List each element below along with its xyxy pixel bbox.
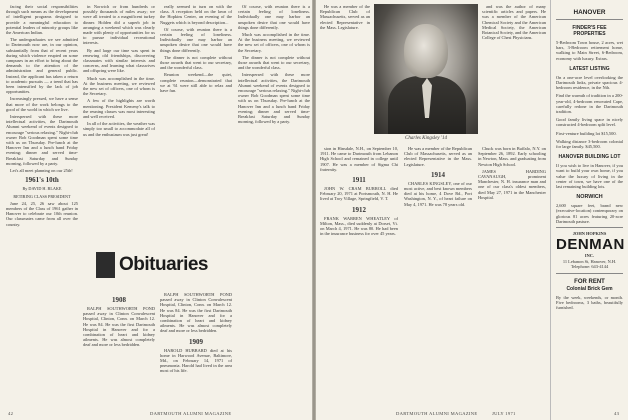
class-year-1912: 1912 [352, 205, 366, 214]
paragraph: Chuck was born in Buffalo, N.Y. on September 26, 1892. Early schooling in Newton, Mass. and graduating from Newton High School. [478, 146, 546, 167]
paragraph: JOHN W. CRAM BURROLL died February 20, 1971 at Portsmouth, N. H. He lived at Troy Village, Springfield, V. T. [320, 186, 398, 202]
left-column-4 [236, 0, 312, 420]
classified-text: Find the warmth of tradition in a 200-year-old, 4-bedroom renovated Cape, carefully redone in the Dartmouth tradition. [556, 93, 623, 115]
right-column-top [482, 4, 546, 164]
agency-address: 11 Lebanon St, Hanover, N.H. [562, 258, 617, 264]
paragraph: and was the author of many scientific articles and papers. He was a member of the American Chemical Society and the American Medical Society, the American Botanical Society, and the American College of Chest Physicians. [482, 4, 546, 41]
portrait-photo [374, 4, 478, 134]
col4-paragraph: The dinner is not complete without those awards that went to our secretary, and the wonderful class. [238, 54, 310, 71]
agency-name: JOHN HOPKINS [572, 231, 607, 237]
left-page [0, 0, 312, 420]
real-estate-classifieds [550, 0, 628, 420]
obituaries-black-bar [96, 252, 115, 278]
paragraph: FRANK WARREN WHEATLEY of Milton, Mass., died suddenly at Dorset, Vt. on March 4, 1971. He was 80. He had been in the insurance business for over 45 years. [320, 215, 398, 237]
paragraph: JAMES HARDING CAVANAUGH, prominent Manchester, N. H. insurance man and one of our class's oldest members, died May 27, 1971 in the Manchester Hospital. [478, 168, 546, 200]
right-page [316, 0, 628, 420]
classified-text: 5-Bedroom Town house, 2 acres, wet bars, 3-Bedroom retirement home, walking to Main Street, 6-Bedroom, economy with luxury. Extras. [556, 40, 623, 61]
page-number-right: 43 [614, 411, 620, 416]
reunion-byline: By DAVID H. BLAKE [22, 186, 62, 192]
col4-paragraph: Of course, with reunion there is a certain feeling of loneliness. Individually one may harbor an unspoken desire that one would have things done differently. [238, 4, 310, 30]
obit-1908-column [83, 292, 155, 408]
classified-subheading: LATEST LISTING [569, 65, 610, 72]
obit-text: RALPH SOUTHWORTH POND passed away in Clinton Convalescent Hospital, Clinton, Conn. on March 12. He was 84. He was the first Dartmouth Hospital in Hanover and for a combination of heart and kidney ailments. He was almost completely deaf and more or less bedridden. [160, 292, 232, 334]
classified-text: By the week, weekends, or month. Five bedrooms, 3 baths, beautifully furnished. [556, 294, 623, 311]
left-column-2 [83, 4, 155, 240]
for-rent-heading: FOR RENT [574, 278, 605, 285]
col2-paragraph: In all of the activities, the weather was simply too small to accommodate all of us and the enthusiasm was just great! [83, 121, 155, 137]
classified-text: On a one-acre level overlooking the Dartmouth links, private spacious 4-bedroom residence, in the Nth. [556, 74, 623, 91]
agency-telephone: Telephone: 643-4144 [570, 264, 609, 270]
divider [556, 227, 623, 228]
classified-text: Good family living space in nicely constructed 4-bedroom split level. [556, 117, 623, 128]
obit-year: 1908 [112, 296, 126, 304]
agency-inc: INC. [584, 253, 595, 259]
classified-text: Walking distance 3-bedroom colonial for large family. $45,500. [556, 138, 623, 150]
right-column-1 [320, 146, 398, 408]
obit-text: HAROLD HUBBARD died at his home in Harwood Avenue, Baltimore, Md., on February 14, 1971 of pneumonia. Harold had lived in the area most of his life. [160, 347, 232, 374]
col1-paragraph: June 24, 25, 26 saw about 125 members of the Class of 1961 gather in Hanover to celebrate our 10th reunion. Our classmates came from all over the country. [6, 200, 78, 227]
left-column-1 [6, 4, 78, 404]
paragraph: He was a member of the Republican Club of Massachusetts, served as an elected Representative in the Mass. Legislature. [404, 146, 472, 167]
paragraph: sion in Hinsdale, N.H., on September 10, 1911. He came to Dartmouth from Lebanon High School and remained in college until 1907. He was a member of Sigma Chi fraternity. [320, 146, 398, 172]
issue-date: JULY 1971 [492, 411, 516, 416]
divider [556, 273, 623, 274]
obituaries-title: Obituaries [119, 254, 208, 275]
obit-1909-column [160, 292, 232, 408]
classified-subheading: Colonial Brick Gem [566, 285, 613, 292]
classified-subheading: NORWICH [576, 194, 603, 201]
obit-year: 1909 [189, 337, 203, 346]
left-column-3 [160, 4, 232, 240]
col3-paragraph: really seemed to turn on with the class. A reception held on the lawn of the Hopkins Center, an evening of the Nuggets which is beyond description... [160, 4, 232, 25]
classified-subheading: FINDER'S FEE PROPERTIES [572, 25, 607, 37]
col1-paragraph: Increasingly pressed, we have a sense that more of the work belongs to the good of the world in which we live. [6, 96, 78, 112]
col2-paragraph: By and large our time was spent in renewing old friendships, discovering classmates with similar interests and concerns, and learning what classwives and offspring were like. [83, 47, 155, 74]
classified-text: First-venture building lot $15,500. [556, 130, 617, 136]
col1-intro: facing their social responsibilities through such means as the development of intelligent programs designed to provide a meaningful education to potential leaders of minority groups like the American Indian. [6, 4, 78, 36]
class-year-1911: 1911 [352, 176, 366, 185]
reunion-subtitle: RETIRING CLASS PRESIDENT [13, 193, 71, 199]
col3-paragraph: Of course, with reunion there is a certain feeling of loneliness. Individually one may harbor an unspoken desire that one would have things done differently. [160, 26, 232, 53]
col1-paragraph: Let's all meet planning on our 25th! [10, 168, 73, 174]
classified-text: If you wish to live in Hanover, if you want to build your own home, if you value the luxury of living in the center of town, we have one of the last remaining building lots. [556, 163, 623, 190]
magazine-title-footer: DARTMOUTH ALUMNI MAGAZINE [150, 411, 232, 416]
photo-caption: Charles Kingsley '14 [405, 136, 447, 141]
paragraph: CHARLES KINGSLEY, one of our most active, and best known members died at his home, 4 Dove Rd., Port Washington, N. Y., of heart failure on May 4, 1971. He was 78 years old. [404, 180, 472, 207]
paragraph: He was a member of the Republican Club of Massachusetts, served as an elected Representative in the Mass. Legislature. [320, 4, 370, 30]
divider [556, 19, 623, 20]
right-column-2 [404, 146, 546, 408]
obituaries-header [96, 242, 208, 288]
photo-face [404, 24, 448, 78]
col2-paragraph: Much was accomplished in the time. At the business meeting, we reviewed the new set of officers, one of whom is the Secretary. [83, 75, 155, 97]
col4-paragraph: Much was accomplished in the time. At the business meeting, we reviewed the new set of officers, one of whom is the Secretary. [238, 32, 310, 53]
classified-heading: HANOVER [573, 9, 606, 16]
col1-paragraph: The undergraduates we see admitted to Dartmouth now are, in our opinion, substantially from that of recent years during which violence erupted on some campuses in an effort to bring about the demands to the attention of the administration and general public. Instead, the applicant has taken a return to academic pursuits — a trend that has been intensified by the lack of job opportunities. [6, 37, 78, 95]
classified-text: 2,600 square feet, brand new (executive-location) contemporary on glorious 81 acres featuring 20-acre Dartmouth pasture. [556, 203, 623, 224]
col2-paragraph: in Norwich or from hundreds or possibly thousands of miles away; we were all treated to a magnificent turkey dinner. Holden did a superb job in arranging a weekend which was clearly made with plenty of opportunities for us to pursue individual recreational interests. [83, 4, 155, 46]
col3-paragraph: The dinner is not complete without those awards that went to our secretary, and the wonderful class. [160, 54, 232, 71]
col1-paragraph: Interspersed with these more intellectual activities, the Dartmouth Alumni weekend of events designed to encourage "serious relaxing." Night-club owner Bob Goodman spent some time with us on Thursday. Pre-lunch at the Hanover Inn and a lunch band Friday evening; dinner and served time-Breakfast Saturday and Sunday morning, followed by a party. [6, 114, 78, 166]
magazine-title-footer: DARTMOUTH ALUMNI MAGAZINE [396, 411, 478, 416]
class-year-1914: 1914 [431, 170, 445, 179]
col4-paragraph: Interspersed with these more intellectual activities, the Dartmouth Alumni weekend of events designed to encourage "serious relaxing." Night-club owner Bob Goodman spent some time with us on Thursday. Pre-lunch at the Hanover Inn and a lunch band Friday evening; dinner and served time-Breakfast Saturday and Sunday morning, followed by a party. [238, 72, 310, 125]
right-column-left-of-photo [320, 4, 370, 144]
obit-text: RALPH SOUTHWORTH POND passed away in Clinton Convalescent Hospital, Clinton, Conn. on March 12. He was 84. He was the first Dartmouth Hospital in Hanover and for a combination of heart and kidney ailments. He was almost completely deaf and more or less bedridden. [83, 306, 155, 348]
left-column-4-text [238, 4, 310, 126]
page-number-left: 42 [8, 411, 14, 416]
classified-subheading: HANOVER BUILDING LOT [558, 154, 621, 161]
col2-paragraph: A few of the highlights are worth mentioning. President Kemeny's talk to the reuning classes was most interesting and well received. [83, 98, 155, 120]
agency-logo-text: DENMAN [556, 236, 625, 254]
reunion-headline: 1961's 10th [25, 176, 59, 185]
col3-paragraph: Reunion weekend—the quiet, complete reunion—demonstrated that we at '61 were still able to relax and have fun. [160, 72, 232, 94]
